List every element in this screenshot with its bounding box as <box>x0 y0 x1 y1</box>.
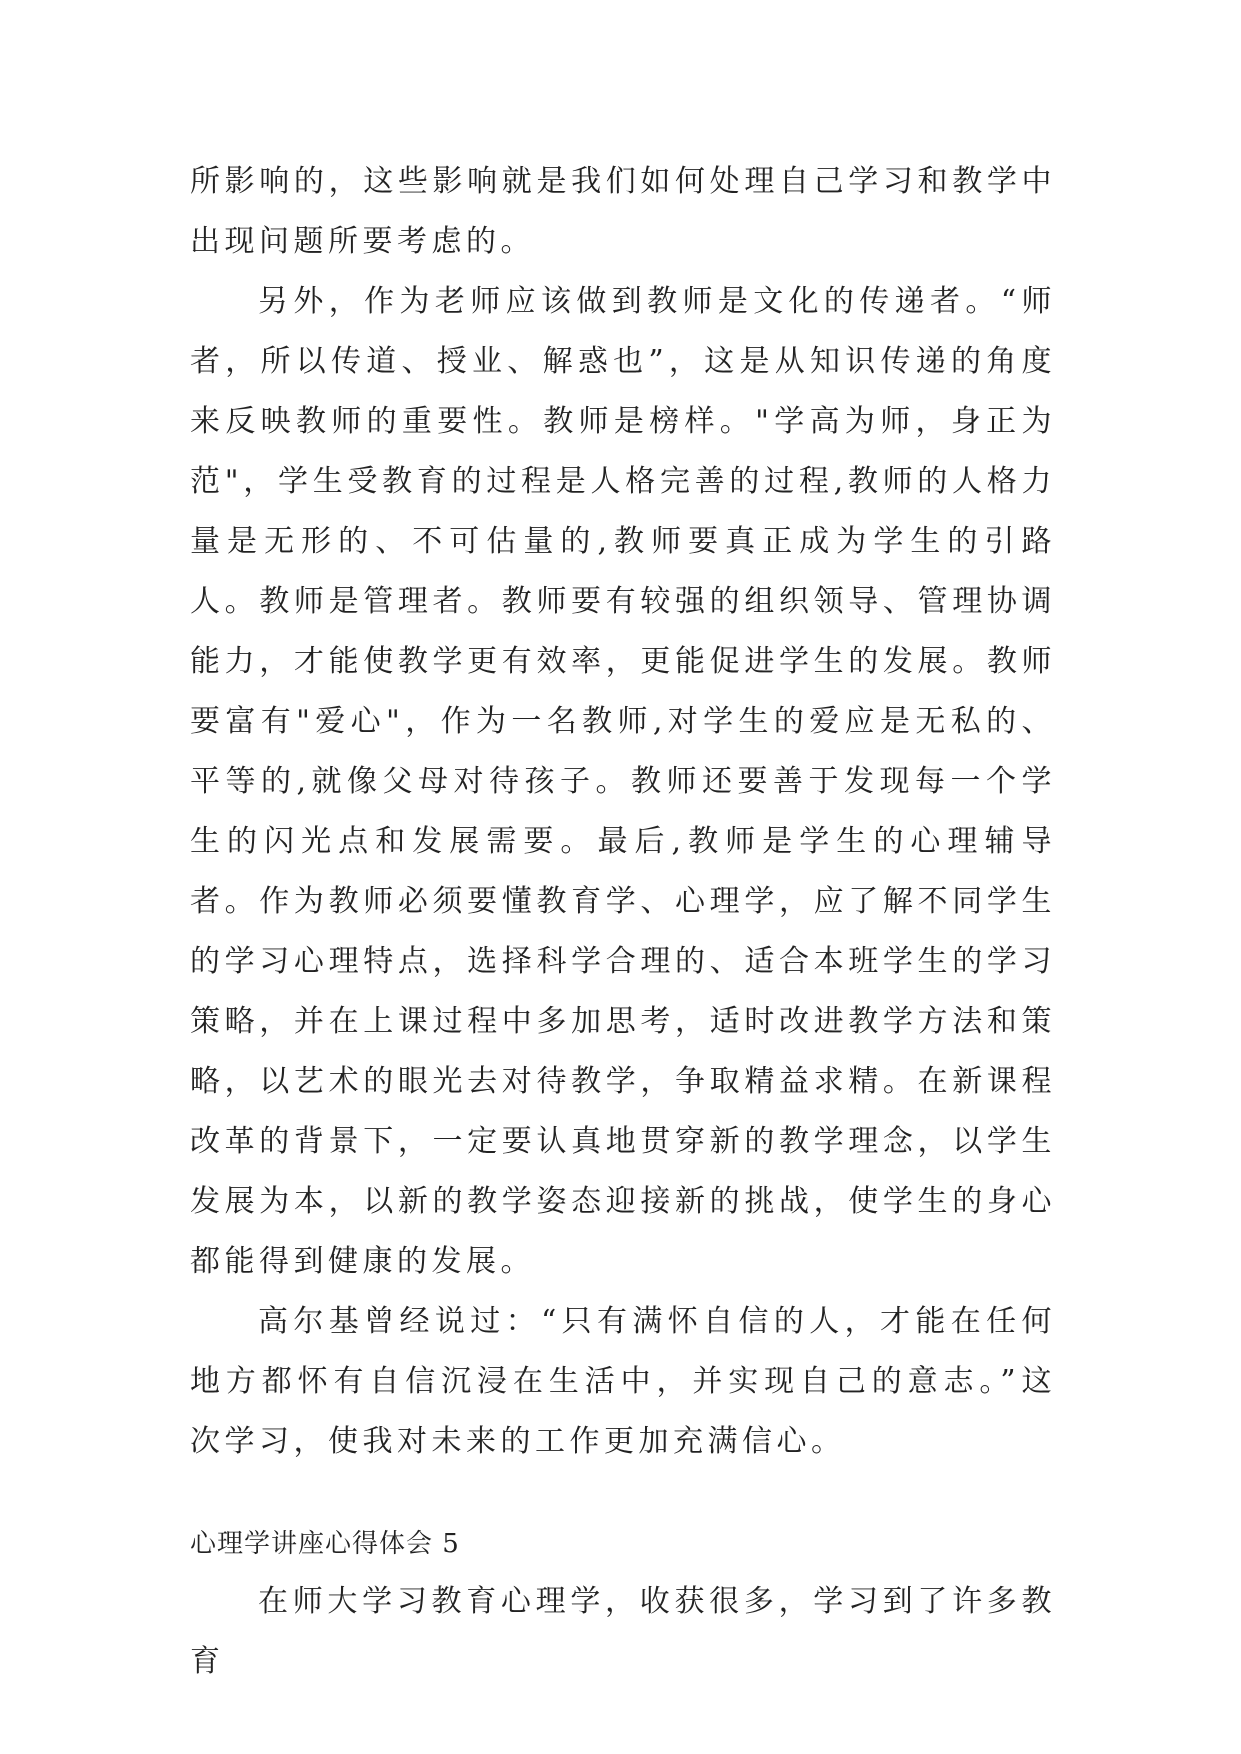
paragraph-teacher-roles: 另外，作为老师应该做到教师是文化的传递者。“师者，所以传道、授业、解惑也”，这是从知识传递的角度来反映教师的重要性。教师是榜样。"学高为师，身正为范"，学生受教育的过程是人格完善的过程,教师的人格力量是无形的、不可估量的,教师要真正成为学生的引路人。教师是管理者。教师要有较强的组织领导、管理协调能力，才能使教学更有效率，更能促进学生的发展。教师要富有"爱心"，作为一名教师,对学生的爱应是无私的、平等的,就像父母对待孩子。教师还要善于发现每一个学生的闪光点和发展需要。最后,教师是学生的心理辅导者。作为教师必须要懂教育学、心理学，应了解不同学生的学习心理特点，选择科学合理的、适合本班学生的学习策略，并在上课过程中多加思考，适时改进教学方法和策略，以艺术的眼光去对待教学，争取精益求精。在新课程改革的背景下，一定要认真地贯穿新的教学理念，以学生发展为本，以新的教学姿态迎接新的挑战，使学生的身心都能得到健康的发展。 <box>190 284 1056 1279</box>
paragraph-section-start: 在师大学习教育心理学，收获很多，学习到了许多教育 <box>190 1584 1056 1679</box>
paragraph-gorky-quote: 高尔基曾经说过：“只有满怀自信的人，才能在任何地方都怀有自信沉浸在生活中，并实现自己的意志。”这次学习，使我对未来的工作更加充满信心。 <box>190 1304 1056 1459</box>
paragraph-continued: 所影响的，这些影响就是我们如何处理自己学习和教学中出现问题所要考虑的。 <box>190 164 1056 259</box>
document-body <box>190 152 1056 1692</box>
section-heading: 心理学讲座心得体会 5 <box>190 1529 460 1559</box>
